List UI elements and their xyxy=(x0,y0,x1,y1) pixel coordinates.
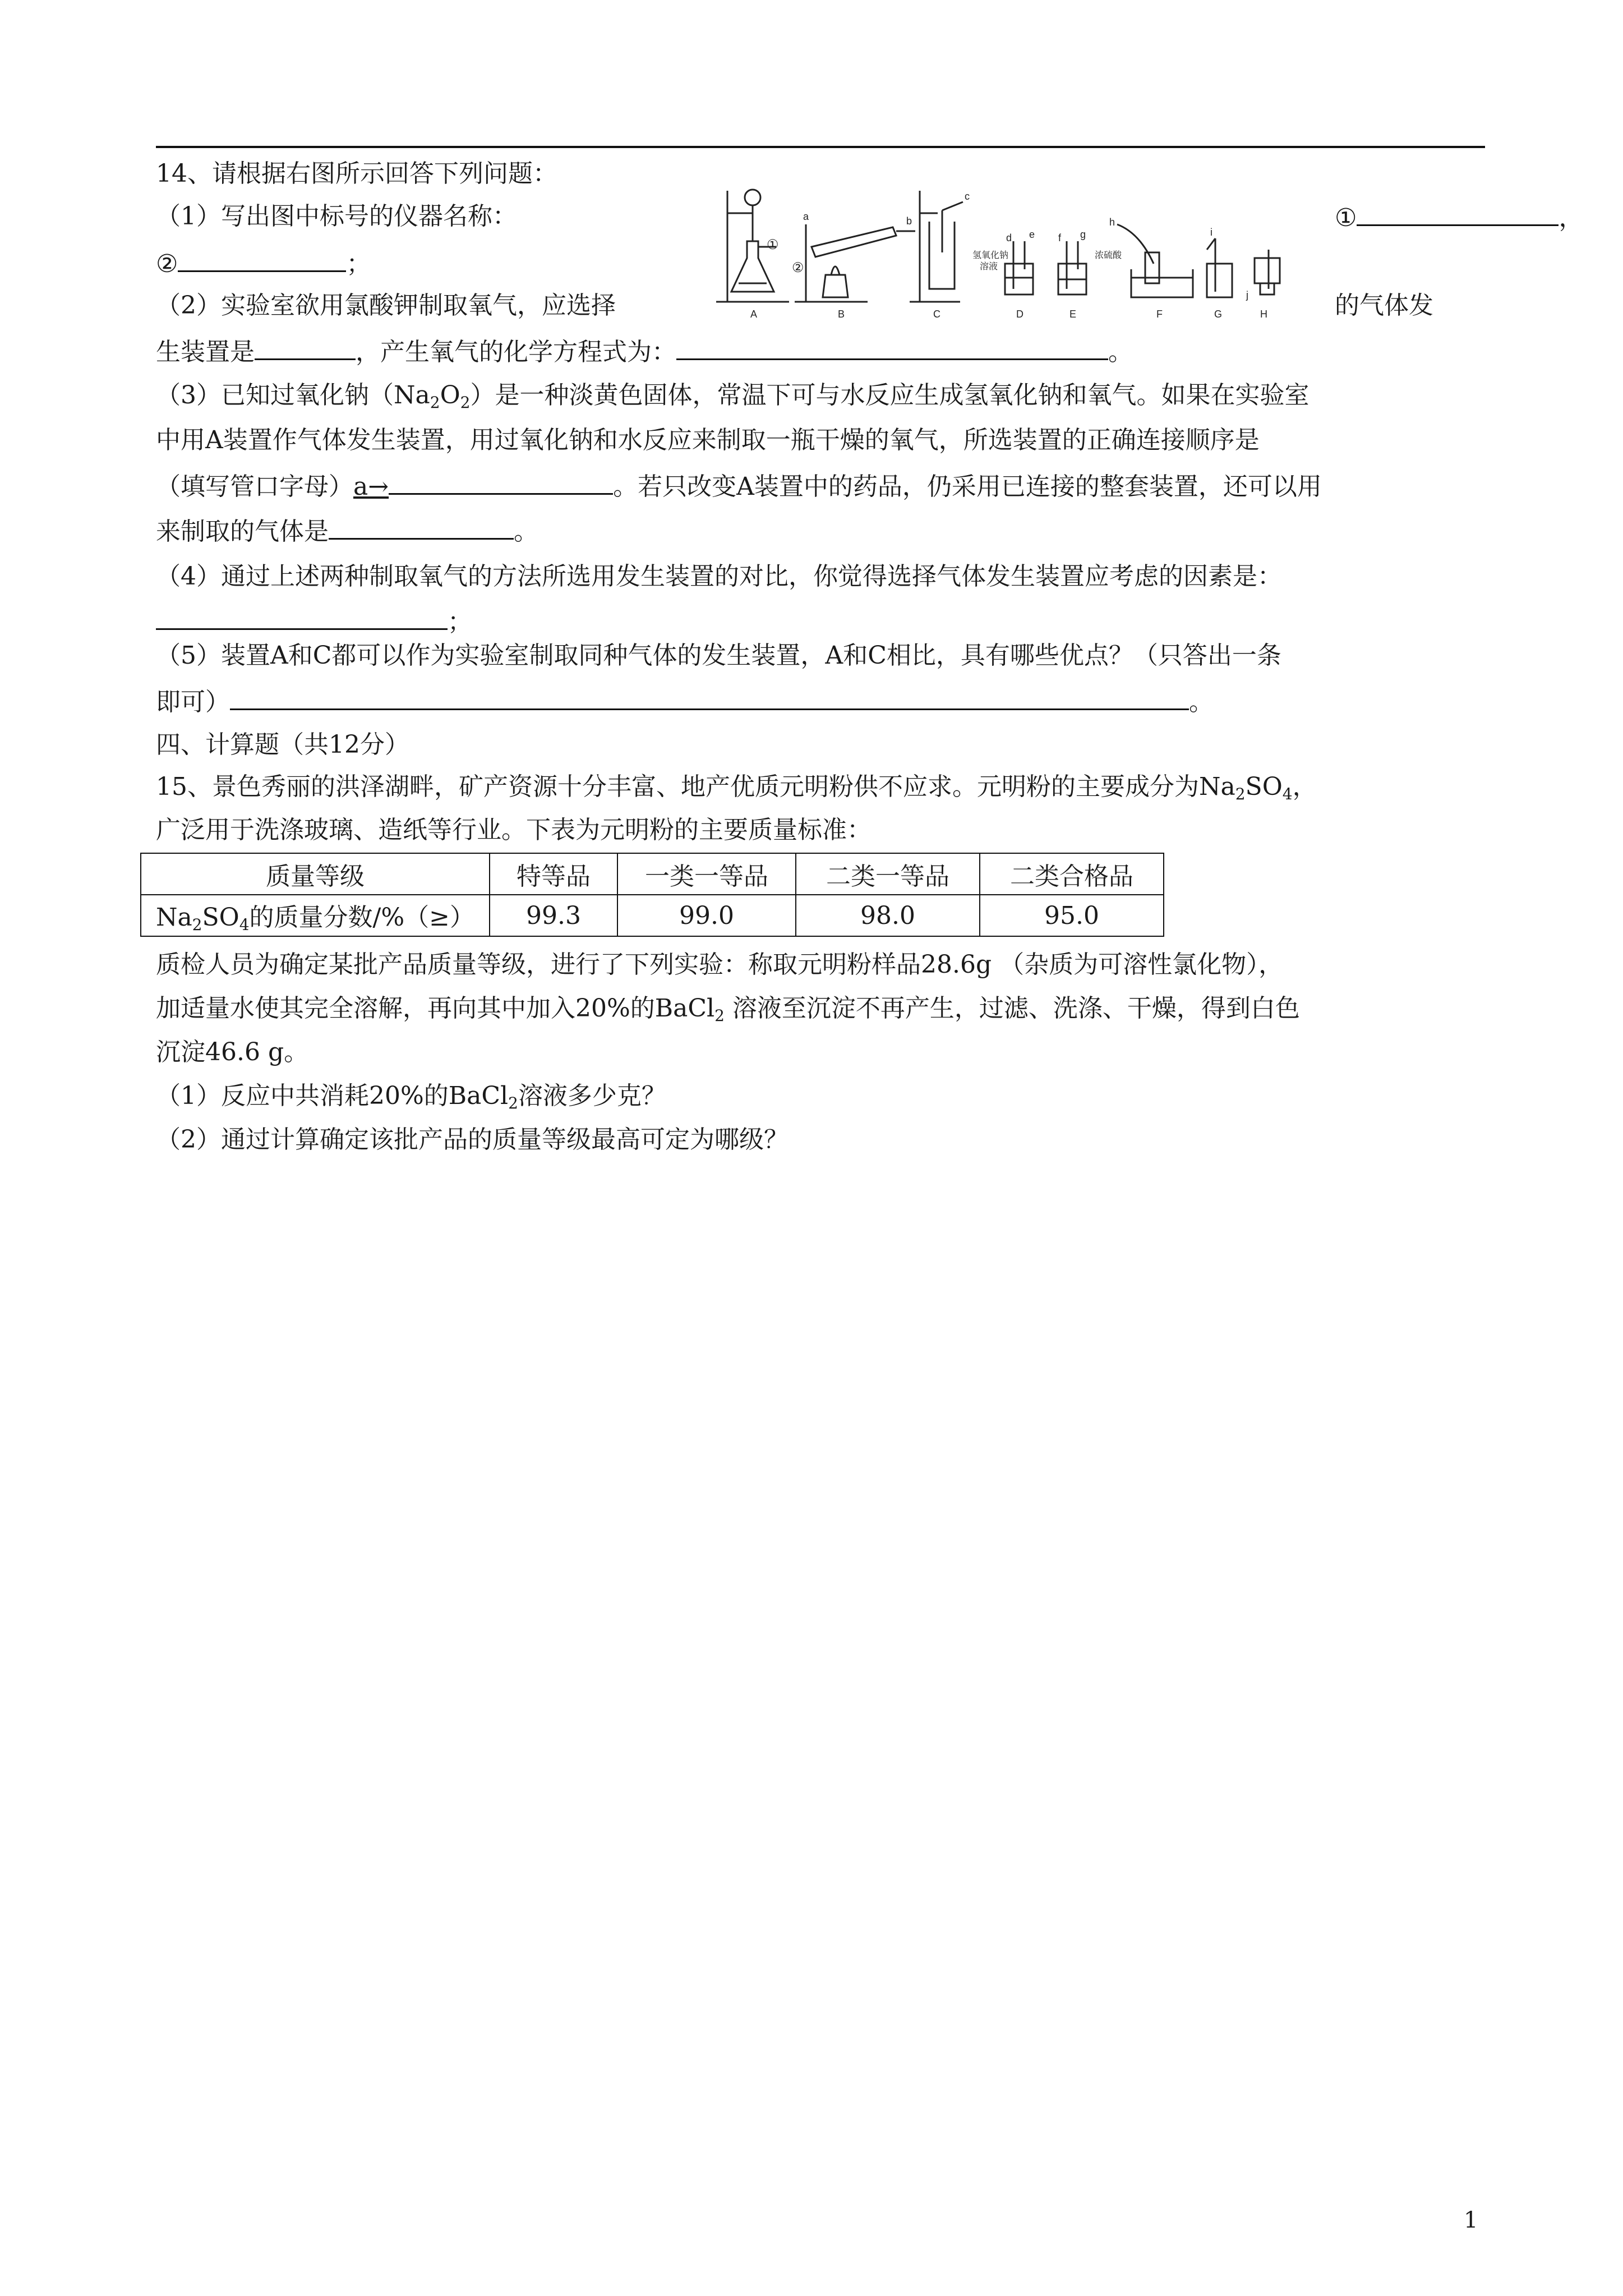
port-i: i xyxy=(1210,227,1212,238)
figure-letters xyxy=(750,191,1267,320)
q14-p2-text-c: 生装置是 xyxy=(156,338,255,366)
q15-line2 xyxy=(156,815,872,846)
q14-p3-l1b: O xyxy=(440,381,460,409)
apparatus-e xyxy=(1058,241,1086,295)
row-label-sub1: 2 xyxy=(192,915,202,934)
q14-p1-mark2: ② xyxy=(156,250,178,278)
answer-blank-5[interactable] xyxy=(389,470,613,495)
label-h: H xyxy=(1260,309,1267,320)
label-e: E xyxy=(1069,309,1077,320)
q15-q2: （2）通过计算确定该批产品的质量等级最高可定为哪级？ xyxy=(156,1125,789,1154)
q14-p3-l2: 中用A装置作气体发生装置，用过氧化钠和水反应来制取一瓶干燥的氧气，所选装置的正确连接顺序是 xyxy=(156,426,1260,454)
q15-q1a: （1）反应中共消耗20%的BaCl xyxy=(156,1082,509,1110)
label-f: F xyxy=(1156,309,1163,320)
figure-mark2: ② xyxy=(792,260,804,275)
q14-p5-end: 。 xyxy=(1189,688,1214,716)
apparatus-d xyxy=(1005,241,1033,295)
port-f: f xyxy=(1058,232,1062,243)
row-label-b: SO xyxy=(202,903,239,932)
table-value: 99.3 xyxy=(490,895,617,936)
quality-standard-table xyxy=(140,853,1164,937)
q14-p2-text-a: （2）实验室欲用氯酸钾制取氧气，应选择 xyxy=(156,291,616,320)
table-header-label: 质量等级 xyxy=(141,853,490,895)
q15-l4a: 加适量水使其完全溶解，再向其中加入20%的BaCl xyxy=(156,994,715,1023)
label-d: D xyxy=(1016,309,1023,320)
apparatus-figure xyxy=(713,180,1325,325)
apparatus-f xyxy=(1117,224,1193,297)
q14-part4-line1 xyxy=(156,561,1282,592)
naoh-label-2: 溶液 xyxy=(980,262,998,272)
table-grade: 二类一等品 xyxy=(796,853,980,895)
q14-p5-l1: （5）装置A和C都可以作为实验室制取同种气体的发生装置，A和C相比，具有哪些优点？（只答出一条 xyxy=(156,641,1281,670)
q14-part3-line2 xyxy=(156,425,1260,456)
q15-line5 xyxy=(156,1037,308,1068)
q14-part4-line2 xyxy=(156,605,472,638)
q15-line1 xyxy=(156,771,1317,810)
q15-l4-sub: 2 xyxy=(714,1006,725,1025)
q14-part3-line3 xyxy=(156,470,1322,503)
q15-q1-sub: 2 xyxy=(508,1094,518,1112)
q15-l5: 沉淀46.6 g。 xyxy=(156,1038,309,1066)
label-g: G xyxy=(1214,309,1223,320)
q14-intro xyxy=(156,158,557,190)
q14-p3-l4-end: 。 xyxy=(514,517,538,546)
port-d: d xyxy=(1006,232,1012,243)
table-value: 95.0 xyxy=(980,895,1164,936)
q14-p3-sub2: 2 xyxy=(460,393,471,412)
answer-blank-2[interactable] xyxy=(178,247,346,272)
q15-l1-sub2: 4 xyxy=(1282,785,1293,803)
q14-part3-line4 xyxy=(156,514,538,547)
answer-blank-7[interactable] xyxy=(156,605,448,630)
port-a: a xyxy=(803,211,809,222)
header-rule xyxy=(156,146,1485,148)
q15-l3: 质检人员为确定某批产品质量等级，进行了下列实验：称取元明粉样品28.6g （杂质为可溶性氯化物）， xyxy=(156,950,1284,979)
port-b: b xyxy=(906,215,912,227)
q14-p3-arrow: a→ xyxy=(353,472,389,501)
q15-sub1 xyxy=(156,1080,666,1119)
q14-p3-l1a: （3）已知过氧化钠（Na xyxy=(156,381,430,409)
apparatus-diagram xyxy=(713,180,1325,325)
q14-p3-l3b: 。若只改变A装置中的药品，仍采用已连接的整套装置，还可以用 xyxy=(613,472,1322,501)
section4-title xyxy=(156,729,409,761)
q14-p4-end: ； xyxy=(448,608,472,636)
port-e: e xyxy=(1029,229,1035,240)
q15-sub2 xyxy=(156,1124,789,1156)
q15-line4 xyxy=(156,993,1300,1032)
q14-part1-blank2 xyxy=(156,247,371,280)
answer-blank-4[interactable] xyxy=(676,335,1108,360)
q14-p5-l2: 即可） xyxy=(156,688,230,716)
apparatus-h xyxy=(1255,250,1280,295)
table-value: 98.0 xyxy=(796,895,980,936)
figure-mark1: ① xyxy=(767,237,779,252)
q15-l1-sub1: 2 xyxy=(1235,785,1246,803)
port-c: c xyxy=(965,191,970,202)
q14-part1-blank1 xyxy=(1335,201,1583,234)
q14-part1 xyxy=(156,201,517,232)
table-row-label xyxy=(141,895,490,936)
table-value: 99.0 xyxy=(617,895,796,936)
h2so4-label: 浓硫酸 xyxy=(1095,251,1122,260)
page-number: 1 xyxy=(1464,2207,1478,2233)
q15-l1c: ， xyxy=(1292,772,1317,801)
q14-p3-sub1: 2 xyxy=(430,393,440,412)
answer-blank-8[interactable] xyxy=(230,685,1189,710)
q14-p3-l4a: 来制取的气体是 xyxy=(156,517,329,546)
answer-blank-1[interactable] xyxy=(1357,201,1559,226)
table-grade: 特等品 xyxy=(490,853,617,895)
row-label-a: Na xyxy=(155,903,192,932)
apparatus-g xyxy=(1207,238,1232,297)
q14-p4-l1: （4）通过上述两种制取氧气的方法所选用发生装置的对比，你觉得选择气体发生装置应考虑的因素是： xyxy=(156,562,1282,591)
q14-p2-text-d: ，产生氧气的化学方程式为： xyxy=(356,338,676,366)
answer-blank-6[interactable] xyxy=(329,514,514,540)
table-grade: 二类合格品 xyxy=(980,853,1164,895)
port-j: j xyxy=(1246,289,1248,301)
q14-p1-text: （1）写出图中标号的仪器名称： xyxy=(156,202,517,231)
row-label-c: 的质量分数/%（≥） xyxy=(249,903,475,932)
q14-p2-end: 。 xyxy=(1108,338,1133,366)
label-b: B xyxy=(838,309,845,320)
q14-p1-comma: ， xyxy=(1559,204,1584,232)
q15-l4b: 溶液至沉淀不再产生，过滤、洗涤、干燥，得到白色 xyxy=(724,994,1300,1023)
port-h: h xyxy=(1109,217,1115,228)
table-row xyxy=(141,853,1164,895)
label-a: A xyxy=(750,309,758,320)
q14-p3-l1c: ）是一种淡黄色固体，常温下可与水反应生成氢氧化钠和氧气。如果在实验室 xyxy=(470,381,1310,409)
table-grade: 一类一等品 xyxy=(617,853,796,895)
q14-p1-semicolon: ； xyxy=(346,250,371,278)
q14-part2-a xyxy=(156,290,616,321)
q14-p3-l3a: （填写管口字母） xyxy=(156,472,353,501)
port-g: g xyxy=(1080,229,1086,240)
q14-part5-line2 xyxy=(156,685,1214,718)
q14-part3-line1 xyxy=(156,380,1309,418)
row-label-sub2: 4 xyxy=(239,915,250,934)
q14-p2-text-b: 的气体发 xyxy=(1335,291,1433,320)
q15-l2: 广泛用于洗涤玻璃、造纸等行业。下表为元明粉的主要质量标准： xyxy=(156,816,872,844)
table-row xyxy=(141,895,1164,936)
naoh-label-1: 氢氧化钠 xyxy=(972,251,1009,260)
apparatus-c xyxy=(910,191,963,302)
section4-title-text: 四、计算题（共12分） xyxy=(156,730,409,759)
q15-l1b: SO xyxy=(1245,772,1283,801)
q14-p1-mark1: ① xyxy=(1335,204,1357,232)
answer-blank-3[interactable] xyxy=(255,335,356,360)
q14-part5-line1 xyxy=(156,640,1281,671)
q15-line3 xyxy=(156,949,1283,981)
q14-part2-b xyxy=(1335,290,1433,321)
apparatus-b xyxy=(795,224,915,302)
q15-q1b: 溶液多少克？ xyxy=(518,1082,666,1110)
q15-l1a: 15、景色秀丽的洪泽湖畔，矿产资源十分丰富、地产优质元明粉供不应求。元明粉的主要成分为Na xyxy=(156,772,1235,801)
label-c: C xyxy=(933,309,940,320)
q14-intro-text: 14、请根据右图所示回答下列问题： xyxy=(156,159,557,188)
q14-part2-c xyxy=(156,335,1133,368)
